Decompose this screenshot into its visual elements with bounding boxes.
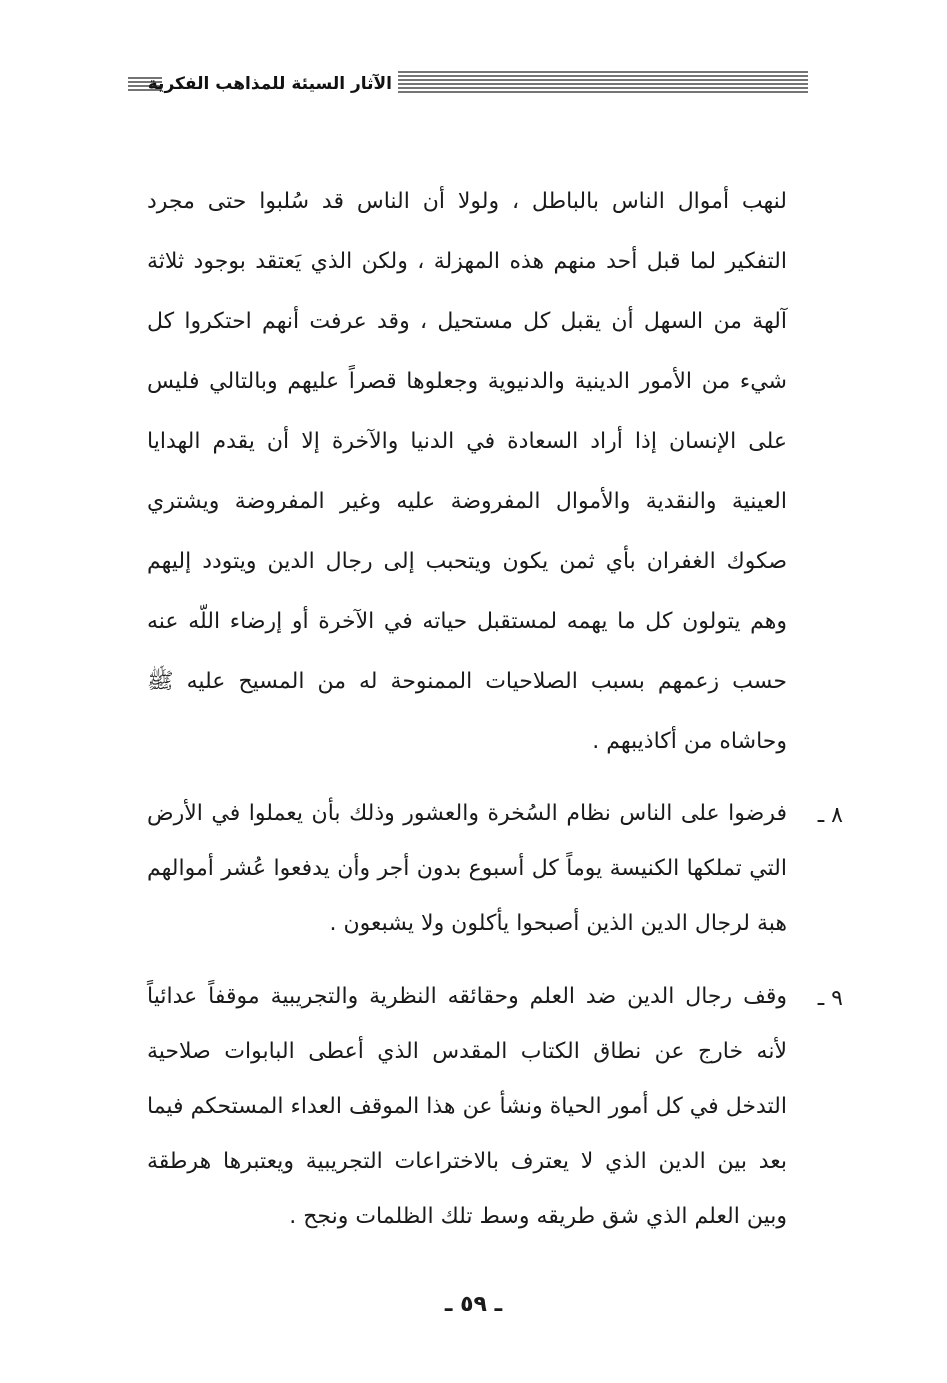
item-number: ٨ ـ: [817, 803, 843, 828]
header-title: الآثار السيئة للمذاهب الفكرية: [147, 74, 392, 94]
header-rule-left: [128, 76, 162, 92]
item-text: وقف رجال الدين ضد العلم وحقائقه النظرية والتجريبية موقفاً عدائياً لأنه خارج عن نطاق الكتاب المقدس الذي أعطى البابوات صلاحية التدخل في كل أمور الحياة ونشأ عن هذا الموقف العداء المستحكم فيما بعد بين الدين الذي لا يعترف بالاختراعات التجريبية ويعتبرها هرطقة وبين العلم الذي شق طريقه وسط تلك الظلمات ونجح .: [147, 984, 787, 1229]
page-number: ـ ٥٩ ـ: [444, 1292, 503, 1317]
list-item: [147, 969, 843, 1244]
page-body: [147, 172, 843, 1244]
list-item: [147, 786, 843, 951]
item-text: فرضوا على الناس نظام السُخرة والعشور وذلك بأن يعملوا في الأرض التي تملكها الكنيسة يوماً كل أسبوع بدون أجر وأن يدفعوا عُشر أموالهم هبة لرجال الدين الذين أصبحوا يأكلون ولا يشبعون .: [147, 801, 787, 936]
running-header: [128, 64, 808, 104]
paragraph-continued: لنهب أموال الناس بالباطل ، ولولا أن الناس قد سُلبوا حتى مجرد التفكير لما قبل أحد منهم هذه المهزلة ، ولكن الذي يَعتقد بوجود ثلاثة آلهة من السهل أن يقبل كل مستحيل ، وقد عرفت أنهم احتكروا كل شيء من الأمور الدينية والدنيوية وجعلوها قصراً عليهم وبالتالي فليس على الإنسان إذا أراد السعادة في الدنيا والآخرة إلا أن يقدم الهدايا العينية والنقدية والأموال المفروضة عليه وغير المفروضة ويشتري صكوك الغفران بأي ثمن يكون ويتحبب إلى رجال الدين ويتودد إليهم وهم يتولون كل ما يهمه لمستقبل حياته في الآخرة أو إرضاء اللّه عنه حسب زعمهم بسبب الصلاحيات الممنوحة له من المسيح عليه ﷺ وحاشاه من أكاذيبهم .: [147, 189, 787, 754]
item-number: ٩ ـ: [817, 986, 843, 1011]
header-rule-right: [398, 70, 808, 94]
